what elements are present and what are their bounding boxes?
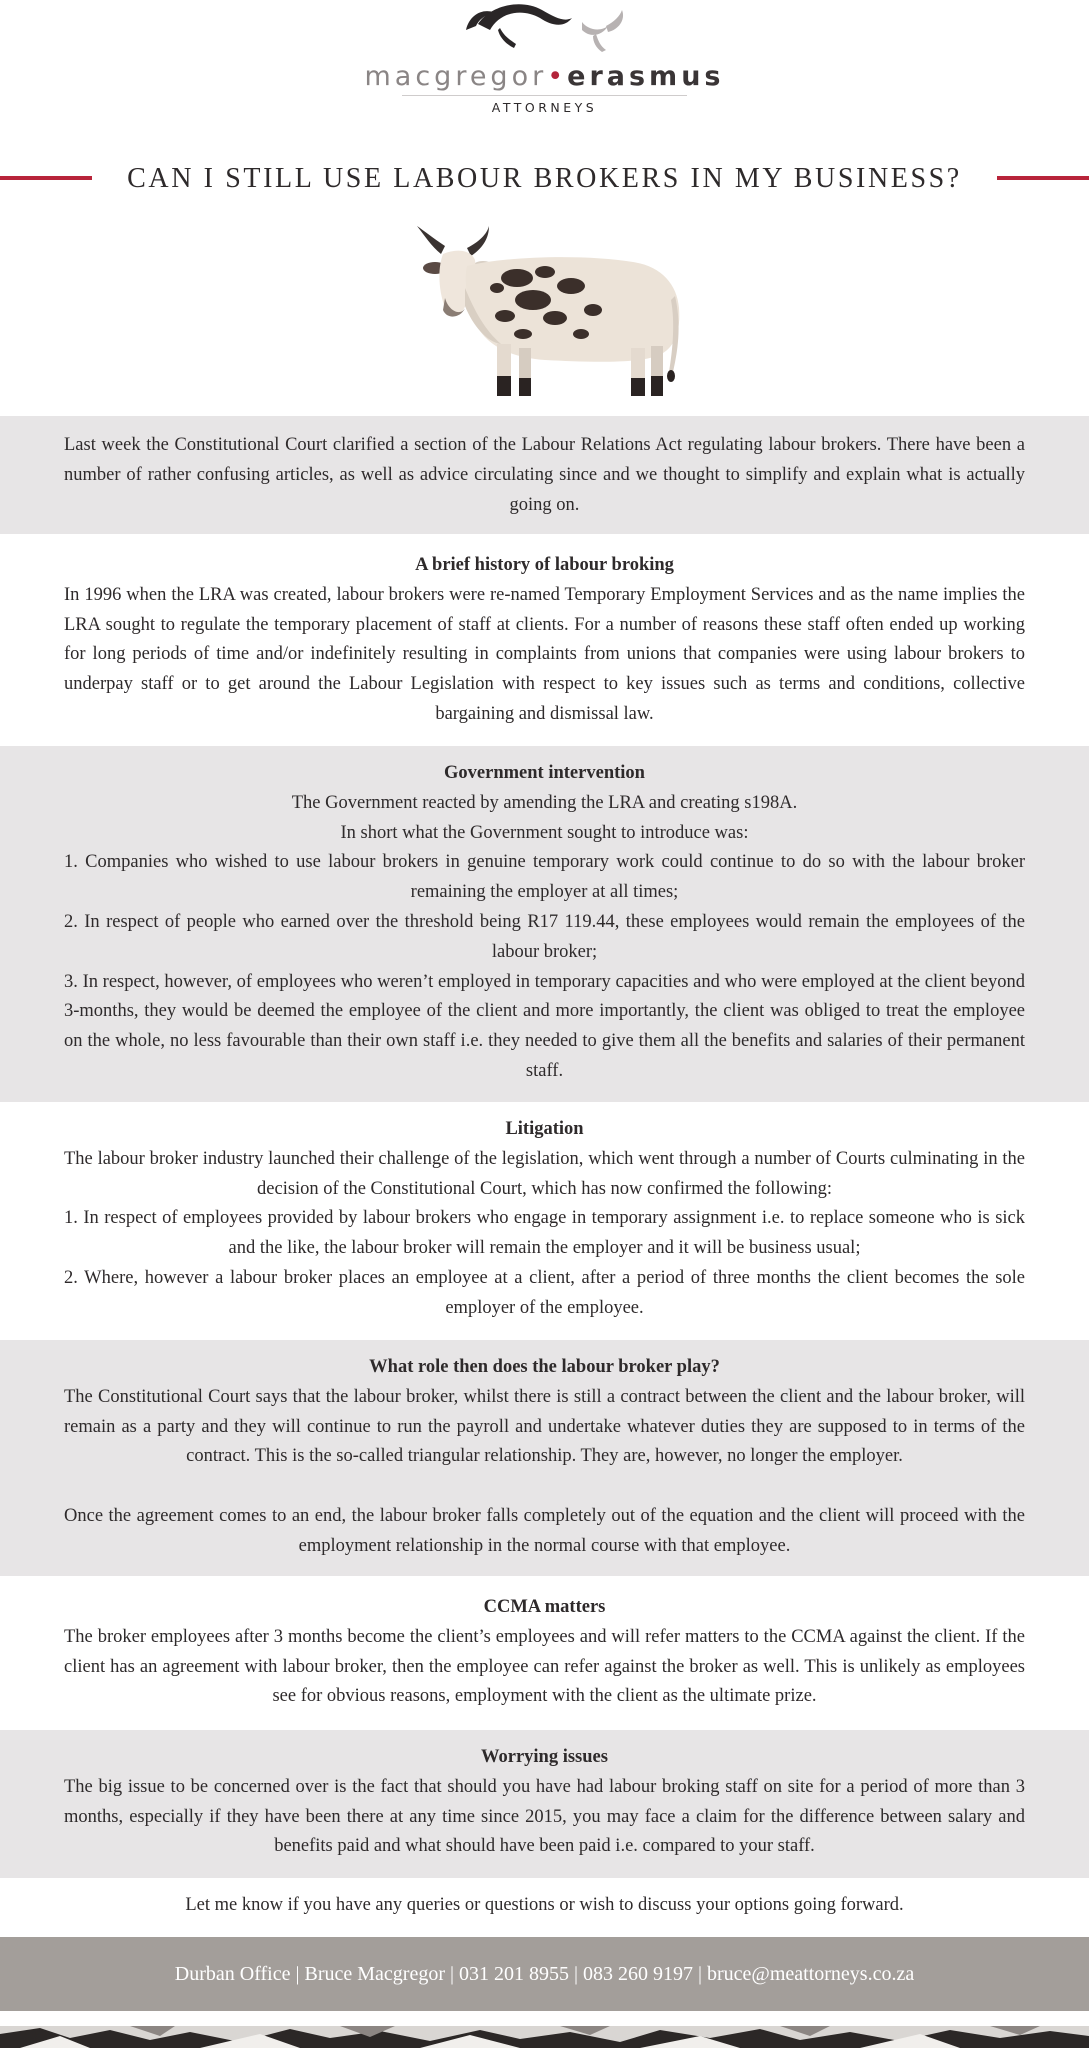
government-item-1: 1. Companies who wished to use labour brokers in genuine temporary work could continue to do so with the labour broker remaining the employer at all times; bbox=[64, 852, 1025, 903]
cow-image bbox=[405, 226, 685, 406]
role-heading: What role then does the labour broker play? bbox=[369, 1357, 720, 1377]
ccma-text: The broker employees after 3 months become the client’s employees and will refer matters to the CCMA against the client. If the client has an agreement with labour broker, then the employee can refer against the broker as well. This is unlikely as employees see for obvious reasons, employment with the client as the ultimate prize. bbox=[64, 1626, 1025, 1707]
litigation-item-1: 1. In respect of employees provided by labour brokers who engage in temporary assignment i.e. to replace someone who is sick and the like, the labour broker will remain the employer and it will be business usual; bbox=[64, 1208, 1025, 1259]
closing-section bbox=[0, 1878, 1089, 1937]
intro-text: Last week the Constitutional Court clarified a section of the Labour Relations Act regulating labour brokers. There have been a number of rather confusing articles, as well as advice circulating since and we thought to simplify and explain what is actually going on. bbox=[64, 435, 1025, 515]
worrying-section bbox=[0, 1730, 1089, 1878]
litigation-heading: Litigation bbox=[505, 1119, 584, 1139]
horns-logo-icon bbox=[460, 0, 630, 58]
history-section bbox=[0, 534, 1089, 746]
government-line-2: In short what the Government sought to introduce was: bbox=[340, 822, 749, 843]
government-item-2: 2. In respect of people who earned over the threshold being R17 119.44, these employees would remain the employees of the labour broker; bbox=[64, 911, 1025, 962]
title-accent-left bbox=[0, 176, 92, 180]
logo-name-part1: macgregor bbox=[364, 61, 548, 92]
role-text-2: Once the agreement comes to an end, the labour broker falls completely out of the equation and the client will proceed with the employment relationship in the normal course with that employee. bbox=[64, 1505, 1025, 1556]
ccma-section bbox=[0, 1576, 1089, 1730]
ccma-heading: CCMA matters bbox=[483, 1597, 606, 1617]
role-section bbox=[0, 1340, 1089, 1576]
role-text-1: The Constitutional Court says that the labour broker, whilst there is still a contract between the client and the labour broker, will remain as a party and they will continue to run the payroll and undertake whatever duties they are supposed to in terms of the contract. This is the so-called triangular relationship. They are, however, no longer the employer. bbox=[64, 1386, 1025, 1467]
government-line-1: The Government reacted by amending the LRA and creating s198A. bbox=[291, 792, 798, 813]
government-item-3: 3. In respect, however, of employees who weren’t employed in temporary capacities and who were employed at the client beyond 3-months, they would be deemed the employee of the client and more importantly, the client was obliged to treat the employee on the whole, no less favourable than their own staff i.e. they needed to give them all the benefits and salaries of their permanent staff. bbox=[64, 971, 1025, 1081]
company-logo bbox=[0, 0, 1089, 125]
litigation-text: The labour broker industry launched their challenge of the legislation, which went through a number of Courts culminating in the decision of the Constitutional Court, which has now confirmed the following: bbox=[64, 1148, 1025, 1199]
logo-separator: • bbox=[547, 61, 568, 92]
logo-divider bbox=[402, 95, 687, 96]
logo-subtitle: ATTORNEYS bbox=[491, 100, 598, 115]
worrying-text: The big issue to be concerned over is the fact that should you have had labour broking staff on site for a period of more than 3 months, especially if they have been there at any time since 2015, you may face a claim for the difference between salary and benefits paid and what should have been paid i.e. compared to your staff. bbox=[64, 1776, 1025, 1857]
litigation-item-2: 2. Where, however a labour broker places an employee at a client, after a period of three months the client becomes the sole employer of the employee. bbox=[64, 1267, 1025, 1318]
page-title: CAN I STILL USE LABOUR BROKERS IN MY BUSINESS? bbox=[127, 163, 962, 194]
hide-texture-strip bbox=[0, 2026, 1089, 2048]
logo-wordmark bbox=[0, 62, 1089, 92]
closing-text: Let me know if you have any queries or questions or wish to discuss your options going forward. bbox=[185, 1895, 904, 1915]
worrying-heading: Worrying issues bbox=[481, 1747, 608, 1767]
litigation-section bbox=[0, 1102, 1089, 1340]
government-heading: Government intervention bbox=[444, 763, 645, 783]
history-heading: A brief history of labour broking bbox=[415, 555, 674, 575]
government-section bbox=[0, 746, 1089, 1102]
logo-name-part2: erasmus bbox=[567, 61, 725, 92]
contact-details: Durban Office | Bruce Macgregor | 031 201 8955 | 083 260 9197 | bruce@meattorneys.co.za bbox=[174, 1963, 915, 1985]
title-accent-right bbox=[997, 176, 1089, 180]
contact-footer bbox=[0, 1937, 1089, 2011]
intro-section bbox=[0, 416, 1089, 534]
history-text: In 1996 when the LRA was created, labour brokers were re-named Temporary Employment Services and as the name implies the LRA sought to regulate the temporary placement of staff at clients. For a number of reasons these staff often ended up working for long periods of time and/or indefinitely resulting in complaints from unions that companies were using labour brokers to underpay staff or to get around the Labour Legislation with respect to key issues such as terms and conditions, collective bargaining and dismissal law. bbox=[64, 584, 1025, 724]
